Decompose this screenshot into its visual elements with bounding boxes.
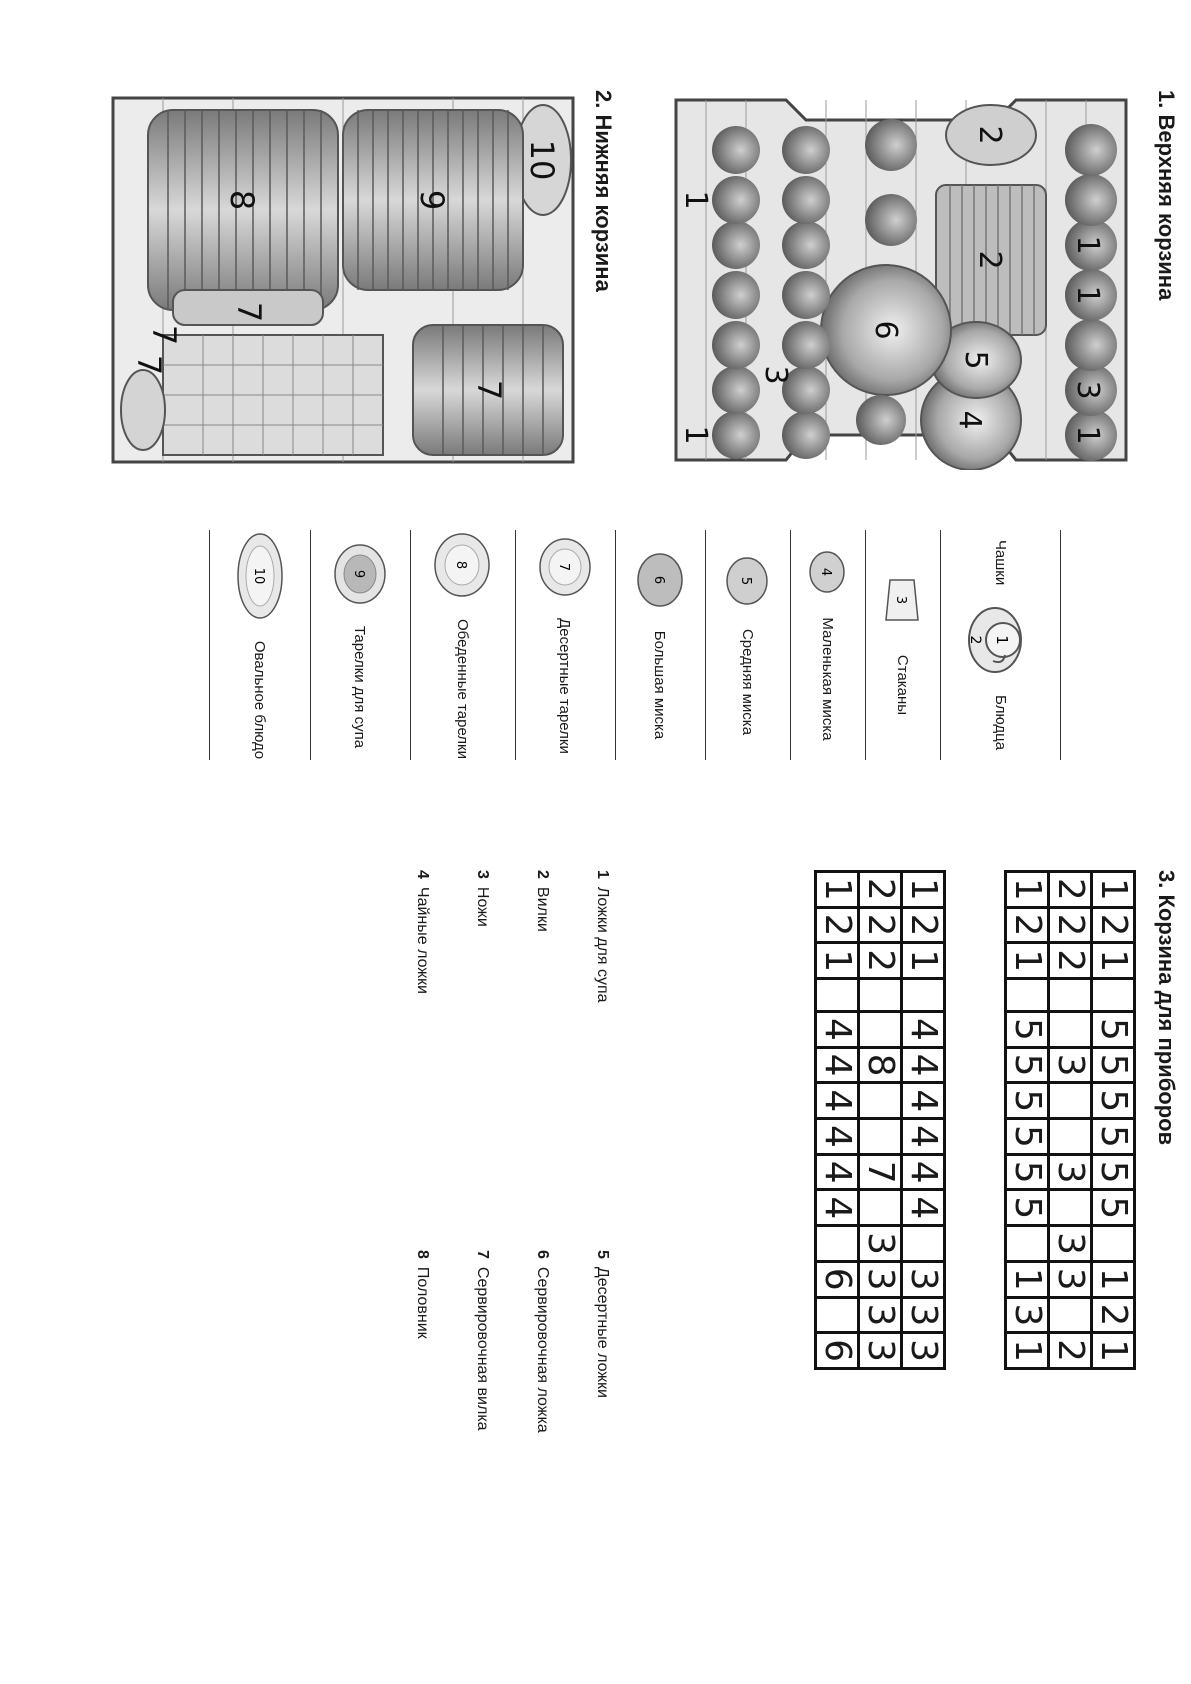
lower-label-8: 8	[223, 189, 261, 211]
cutlery-grid-cell: 2	[1092, 907, 1135, 943]
cutlery-grid-cell	[859, 1012, 902, 1048]
cutlery-grid-cell: 3	[1049, 1154, 1092, 1190]
legend-label-dinner-plates: Обеденные тарелки	[454, 619, 471, 759]
cutlery-grid-cell: 1	[816, 872, 859, 908]
lower-cutlery-basket	[163, 335, 383, 455]
cutlery-grid-cell: 4	[902, 1154, 945, 1190]
cutlery-grid-cell: 5	[1092, 1154, 1135, 1190]
cutlery-grid-cell: 4	[902, 1190, 945, 1226]
cutlery-grid-row	[1092, 872, 1135, 1369]
upper-label-1d: 1	[678, 425, 713, 445]
lower-label-7c: 7	[145, 324, 183, 346]
legend-label-dessert-plates: Десертные тарелки	[556, 618, 574, 754]
cutlery-grid-cell: 6	[816, 1333, 859, 1369]
cutlery-grid-row	[859, 872, 902, 1369]
cutlery-grid-cell	[859, 979, 902, 1012]
legend-label-large-bowl: Большая миска	[651, 630, 669, 740]
dinner-plates-stack	[148, 110, 338, 325]
soup-plate-icon	[332, 542, 388, 606]
legend-num-large-bowl: 6	[651, 575, 666, 584]
cutlery-grid-cell: 4	[816, 1047, 859, 1083]
upper-label-1e: 1	[678, 190, 713, 210]
cutlery-grid-cell: 1	[902, 872, 945, 908]
legend-num-dinner-plates: 8	[453, 560, 469, 570]
legend-num-soup-plates: 9	[351, 569, 366, 579]
lower-label-10: 10	[523, 139, 561, 181]
cutlery-item-3-num: 3	[474, 870, 491, 879]
cutlery-item-6-label: Сервировочная ложка	[534, 1266, 551, 1433]
upper-label-4: 4	[952, 410, 987, 430]
lower-label-7d: 7	[130, 354, 168, 376]
cutlery-grid-cell: 5	[1006, 1012, 1049, 1048]
cutlery-item-8	[413, 1250, 431, 1339]
cutlery-grid-cell: 2	[1049, 1333, 1092, 1369]
cutlery-item-3	[473, 870, 491, 927]
cutlery-grid-cell: 1	[816, 943, 859, 979]
cutlery-item-4	[413, 870, 431, 994]
upper-basket-title: 1. Верхняя корзина	[1154, 90, 1179, 301]
cutlery-item-5	[593, 1250, 611, 1398]
cutlery-grid-cell: 4	[902, 1012, 945, 1048]
upper-label-6: 6	[868, 320, 903, 340]
cutlery-grid-cell: 1	[1006, 872, 1049, 908]
cutlery-grid-cell: 2	[1049, 943, 1092, 979]
cutlery-item-5-num: 5	[594, 1250, 611, 1259]
legend-num-glasses: 3	[893, 595, 909, 605]
upper-label-3b: 3	[758, 365, 793, 385]
cutlery-item-8-label: Половник	[414, 1266, 431, 1339]
cutlery-grid-cell	[1006, 1226, 1049, 1262]
cutlery-grid-cell	[1092, 979, 1135, 1012]
cutlery-grid-cell: 4	[816, 1154, 859, 1190]
cutlery-grid-cell	[1049, 979, 1092, 1012]
cutlery-grid-cell	[859, 1119, 902, 1155]
cutlery-grid-cell: 3	[1006, 1297, 1049, 1333]
cutlery-grid-cell: 4	[816, 1012, 859, 1048]
cutlery-item-7	[473, 1250, 491, 1431]
cutlery-item-8-num: 8	[414, 1250, 431, 1259]
cutlery-item-4-label: Чайные ложки	[414, 886, 431, 994]
legend-label-glasses: Стаканы	[894, 654, 911, 716]
cutlery-grid-cell	[1049, 1190, 1092, 1226]
legend-num-small-bowl: 4	[818, 568, 834, 577]
cutlery-item-7-num: 7	[474, 1250, 491, 1259]
cutlery-grid-cell: 5	[1092, 1047, 1135, 1083]
cutlery-grid-cell: 5	[1006, 1083, 1049, 1119]
legend-num-saucers: 2	[967, 635, 984, 645]
cutlery-grid-cell	[902, 979, 945, 1012]
cutlery-grid-cell: 5	[1092, 1190, 1135, 1226]
cutlery-item-3-label: Ножи	[474, 886, 491, 927]
cutlery-grid-cell	[816, 1297, 859, 1333]
cutlery-item-6	[533, 1250, 551, 1433]
legend-label-cups: Чашки	[992, 539, 1009, 586]
upper-label-2b: 2	[972, 125, 1007, 145]
cutlery-item-2-label: Вилки	[534, 886, 551, 932]
lower-label-7a: 7	[470, 379, 508, 401]
cutlery-grid-cell: 5	[1092, 1119, 1135, 1155]
cutlery-grid-row	[1049, 872, 1092, 1369]
cutlery-legend	[51, 870, 611, 1630]
dessert-plate-icon	[537, 536, 593, 598]
cutlery-grid-row	[816, 872, 859, 1369]
legend-label-small-bowl: Маленькая миска	[819, 617, 836, 741]
legend-row-glasses	[865, 530, 941, 760]
legend-num-oval-platter: 10	[251, 567, 266, 585]
cutlery-grid-cell: 4	[816, 1119, 859, 1155]
cutlery-grid-cell	[1092, 1226, 1135, 1262]
cutlery-item-1	[593, 870, 611, 1003]
upper-label-1a: 1	[1070, 425, 1105, 445]
lower-label-9: 9	[413, 189, 451, 211]
legend-num-dessert-plates: 7	[556, 562, 571, 572]
cutlery-grid-cell: 1	[1006, 943, 1049, 979]
cutlery-grid-cell: 3	[859, 1333, 902, 1369]
lower-basket-illustration	[103, 90, 583, 470]
cutlery-grid-cell: 2	[859, 943, 902, 979]
cutlery-grid-cell	[1006, 979, 1049, 1012]
cutlery-item-5-label: Десертные ложки	[594, 1266, 611, 1398]
legend-row-small-bowl	[790, 530, 866, 760]
legend-rows	[171, 530, 1061, 760]
cutlery-grid-cell: 4	[816, 1190, 859, 1226]
cutlery-grid-cell: 4	[902, 1119, 945, 1155]
upper-label-5: 5	[958, 350, 993, 370]
cutlery-grid-cell: 5	[1006, 1190, 1049, 1226]
cutlery-grid-cell	[816, 979, 859, 1012]
legend-num-medium-bowl: 5	[738, 576, 754, 586]
cutlery-grid-cell: 5	[1092, 1012, 1135, 1048]
cutlery-grid-cell	[1049, 1297, 1092, 1333]
upper-label-1c: 1	[1070, 285, 1105, 305]
legend-row-medium-bowl	[705, 530, 791, 760]
cutlery-grid-cell: 8	[859, 1047, 902, 1083]
cutlery-grid-cell: 3	[1049, 1226, 1092, 1262]
upper-label-3a: 3	[1070, 380, 1105, 400]
cutlery-grid-cell: 4	[816, 1083, 859, 1119]
lower-basket-title: 2. Нижняя корзина	[591, 90, 616, 292]
cutlery-grid-cell: 4	[902, 1047, 945, 1083]
cutlery-grid-cell: 3	[902, 1333, 945, 1369]
cutlery-grid-bottom	[814, 870, 946, 1370]
cutlery-grid-cell: 2	[1049, 907, 1092, 943]
legend-row-dessert-plates	[515, 530, 616, 760]
cutlery-grid-cell: 3	[902, 1261, 945, 1297]
large-bowl-icon	[635, 551, 685, 609]
cutlery-grid-cell: 7	[859, 1154, 902, 1190]
cutlery-grid-cell: 1	[1092, 943, 1135, 979]
cutlery-grid-cell: 1	[1006, 1261, 1049, 1297]
legend-label-medium-bowl: Средняя миска	[739, 628, 756, 736]
cutlery-grid-cell: 2	[859, 907, 902, 943]
oval-platter-icon	[235, 531, 285, 621]
legend-label-soup-plates: Тарелки для супа	[351, 625, 369, 749]
upper-label-1b: 1	[1070, 235, 1105, 255]
cutlery-basket-title: 3. Корзина для приборов	[1154, 870, 1179, 1146]
cutlery-grid-cell: 2	[1049, 872, 1092, 908]
cutlery-grid-row	[902, 872, 945, 1369]
dinner-plate-icon	[433, 531, 493, 599]
legend-label-oval-platter: Овальное блюдо	[251, 640, 269, 760]
cutlery-grid-cell: 1	[902, 943, 945, 979]
legend-row-large-bowl	[615, 530, 706, 760]
legend-row-oval-platter	[209, 530, 311, 760]
cutlery-grid-cell	[859, 1083, 902, 1119]
cutlery-grid-cell: 5	[1006, 1047, 1049, 1083]
upper-label-2a: 2	[972, 250, 1007, 270]
cutlery-grid-cell: 6	[816, 1261, 859, 1297]
cutlery-grid-cell: 2	[816, 907, 859, 943]
cutlery-item-2-num: 2	[534, 870, 551, 879]
cutlery-item-1-num: 1	[594, 870, 611, 879]
cutlery-grid-cell: 4	[902, 1083, 945, 1119]
cutlery-grid-cell: 3	[859, 1226, 902, 1262]
cutlery-grid-cell	[1049, 1012, 1092, 1048]
cutlery-item-4-num: 4	[414, 870, 431, 879]
cutlery-grid-cell	[902, 1226, 945, 1262]
cutlery-item-6-num: 6	[534, 1250, 551, 1259]
glass-icon	[883, 575, 923, 625]
cutlery-grid-cell: 2	[902, 907, 945, 943]
lower-label-7b: 7	[230, 301, 268, 323]
cutlery-grid-cell: 3	[1049, 1047, 1092, 1083]
upper-basket-illustration	[656, 90, 1146, 470]
small-bowl-icon	[808, 549, 848, 595]
cutlery-grid-cell: 3	[902, 1297, 945, 1333]
cutlery-item-2	[533, 870, 551, 932]
medium-bowl-icon	[725, 555, 771, 607]
cutlery-grid-cell: 3	[859, 1297, 902, 1333]
cutlery-grid-cell: 3	[1049, 1261, 1092, 1297]
cutlery-grid-cell: 2	[859, 872, 902, 908]
cutlery-grid-cell: 2	[1006, 907, 1049, 943]
cutlery-grid-cell: 5	[1006, 1154, 1049, 1190]
cutlery-grid-cell: 5	[1092, 1083, 1135, 1119]
cutlery-grid-row	[1006, 872, 1049, 1369]
legend-label-saucers: Блюдца	[992, 695, 1009, 751]
legend-row-dinner-plates	[410, 530, 516, 760]
cutlery-grid-cell	[1049, 1119, 1092, 1155]
cutlery-grid-cell	[859, 1190, 902, 1226]
cutlery-grid-cell: 1	[1092, 872, 1135, 908]
legend-row-soup-plates	[310, 530, 411, 760]
cutlery-grid-top	[1004, 870, 1136, 1370]
cutlery-grid-cell: 1	[1092, 1333, 1135, 1369]
legend-num-cups: 1	[993, 635, 1012, 645]
cutlery-item-7-label: Сервировочная вилка	[474, 1266, 491, 1431]
cutlery-grid-area	[586, 870, 1136, 1370]
cutlery-grid-cell: 1	[1006, 1333, 1049, 1369]
cutlery-grid-cell	[816, 1226, 859, 1262]
cutlery-grid-cell: 1	[1092, 1261, 1135, 1297]
cutlery-grid-cell: 3	[859, 1261, 902, 1297]
cutlery-grid-cell: 2	[1092, 1297, 1135, 1333]
cutlery-grid-cell: 5	[1006, 1119, 1049, 1155]
cutlery-grid-cell	[1049, 1083, 1092, 1119]
cutlery-item-1-label: Ложки для супа	[594, 886, 611, 1003]
